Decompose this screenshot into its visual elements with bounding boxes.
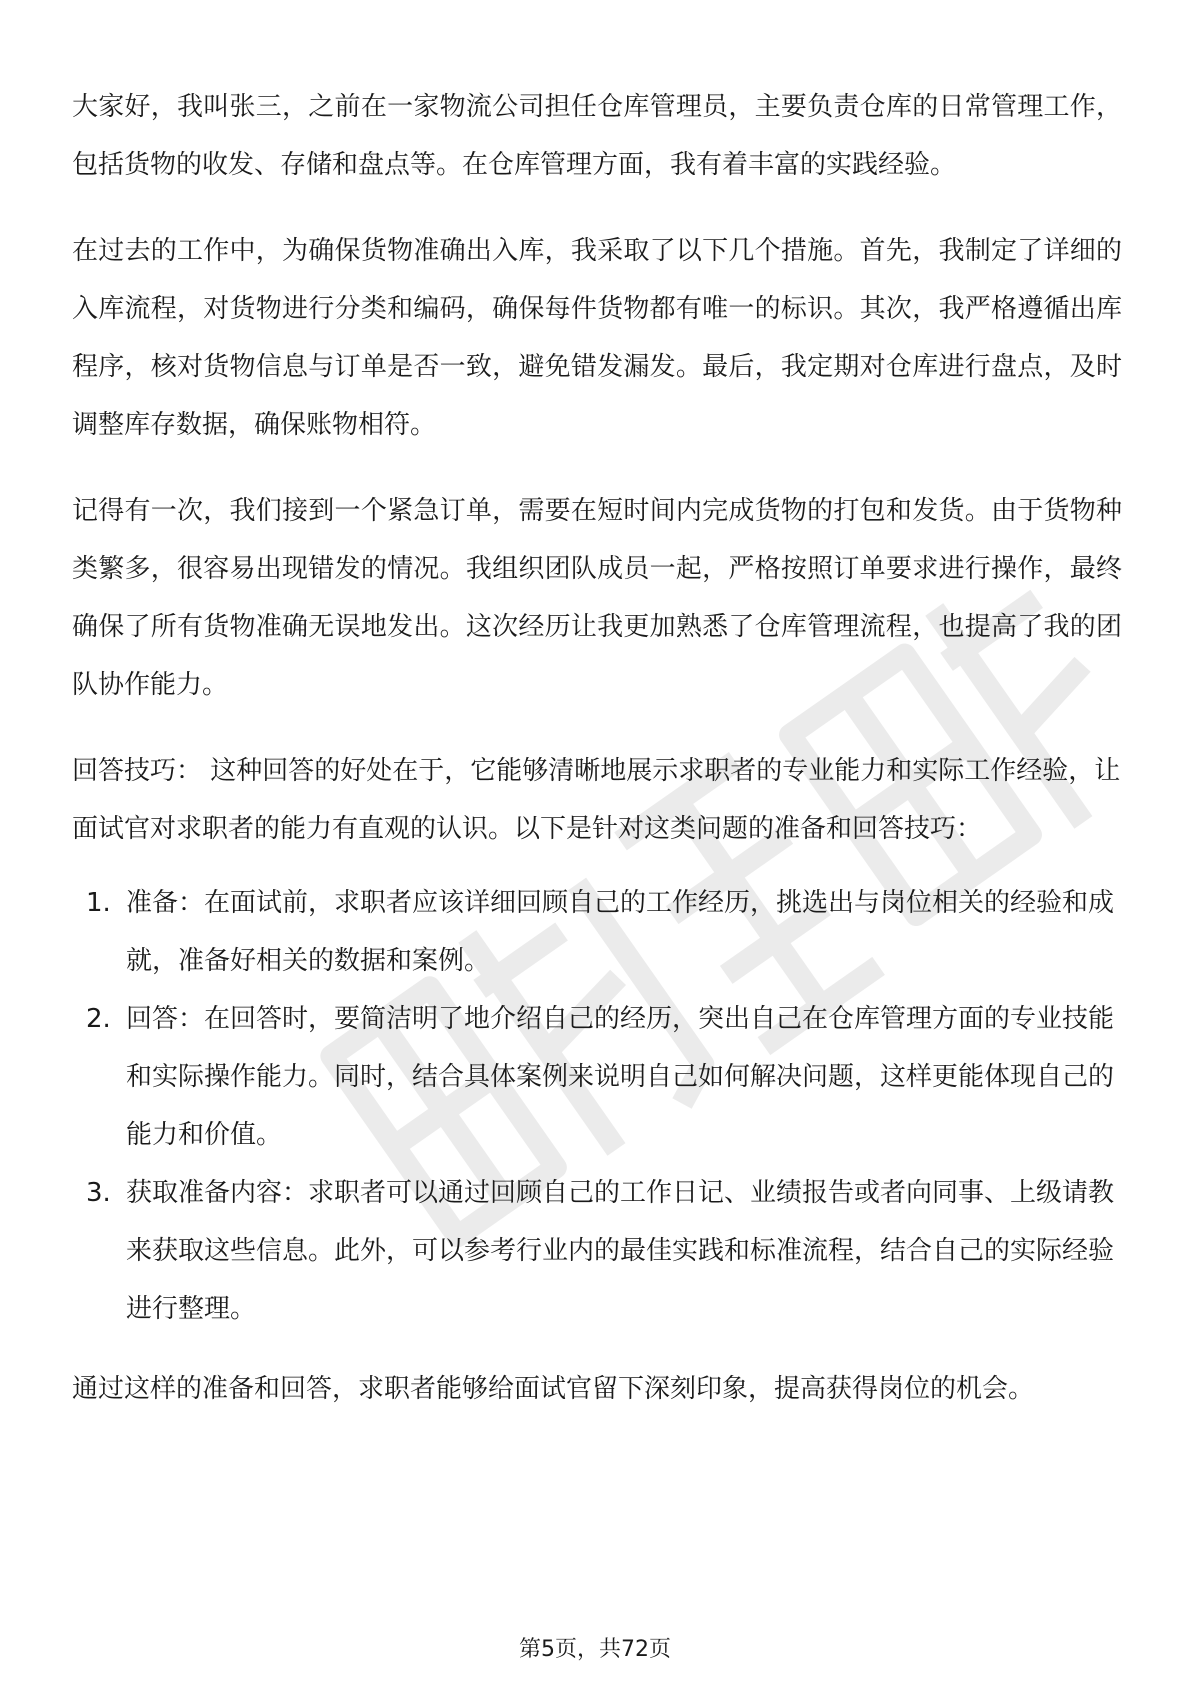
page-number-footer: 第5页，共72页 bbox=[519, 1637, 671, 1662]
experience-paragraph: 记得有一次，我们接到一个紧急订单，需要在短时间内完成货物的打包和发货。由于货物种类繁多，很容易出现错发的情况。我组织团队成员一起，严格按照订单要求进行操作，最终确保了所有货物准确无误地发出。这次经历让我更加熟悉了仓库管理流程，也提高了我的团队协作能力。 bbox=[72, 496, 1122, 700]
list-item-number: 3. bbox=[86, 1178, 111, 1208]
document-body bbox=[72, 78, 1122, 1446]
measures-paragraph: 在过去的工作中，为确保货物准确出入库，我采取了以下几个措施。首先，我制定了详细的入库流程，对货物进行分类和编码，确保每件货物都有唯一的标识。其次，我严格遵循出库程序，核对货物信息与订单是否一致，避免错发漏发。最后，我定期对仓库进行盘点，及时调整库存数据，确保账物相符。 bbox=[72, 236, 1122, 440]
list-item-text: 准备：在面试前，求职者应该详细回顾自己的工作经历，挑选出与岗位相关的经验和成就，准备好相关的数据和案例。 bbox=[126, 888, 1115, 976]
intro-paragraph: 大家好，我叫张三，之前在一家物流公司担任仓库管理员，主要负责仓库的日常管理工作，包括货物的收发、存储和盘点等。在仓库管理方面，我有着丰富的实践经验。 bbox=[72, 92, 1122, 180]
tips-list bbox=[72, 874, 1122, 1338]
list-item bbox=[72, 874, 1122, 990]
list-item-number: 2. bbox=[86, 1004, 111, 1034]
tips-intro-paragraph: 回答技巧： 这种回答的好处在于，它能够清晰地展示求职者的专业能力和实际工作经验，让面试官对求职者的能力有直观的认识。以下是针对这类问题的准备和回答技巧： bbox=[72, 756, 1121, 844]
list-item bbox=[72, 990, 1122, 1164]
list-item-text: 获取准备内容：求职者可以通过回顾自己的工作日记、业绩报告或者向同事、上级请教来获取这些信息。此外，可以参考行业内的最佳实践和标准流程，结合自己的实际经验进行整理。 bbox=[126, 1178, 1115, 1324]
list-item bbox=[72, 1164, 1122, 1338]
closing-paragraph: 通过这样的准备和回答，求职者能够给面试官留下深刻印象，提高获得岗位的机会。 bbox=[72, 1374, 1035, 1404]
list-item-number: 1. bbox=[86, 888, 111, 918]
list-item-text: 回答：在回答时，要简洁明了地介绍自己的经历，突出自己在仓库管理方面的专业技能和实际操作能力。同时，结合具体案例来说明自己如何解决问题，这样更能体现自己的能力和价值。 bbox=[126, 1004, 1115, 1150]
